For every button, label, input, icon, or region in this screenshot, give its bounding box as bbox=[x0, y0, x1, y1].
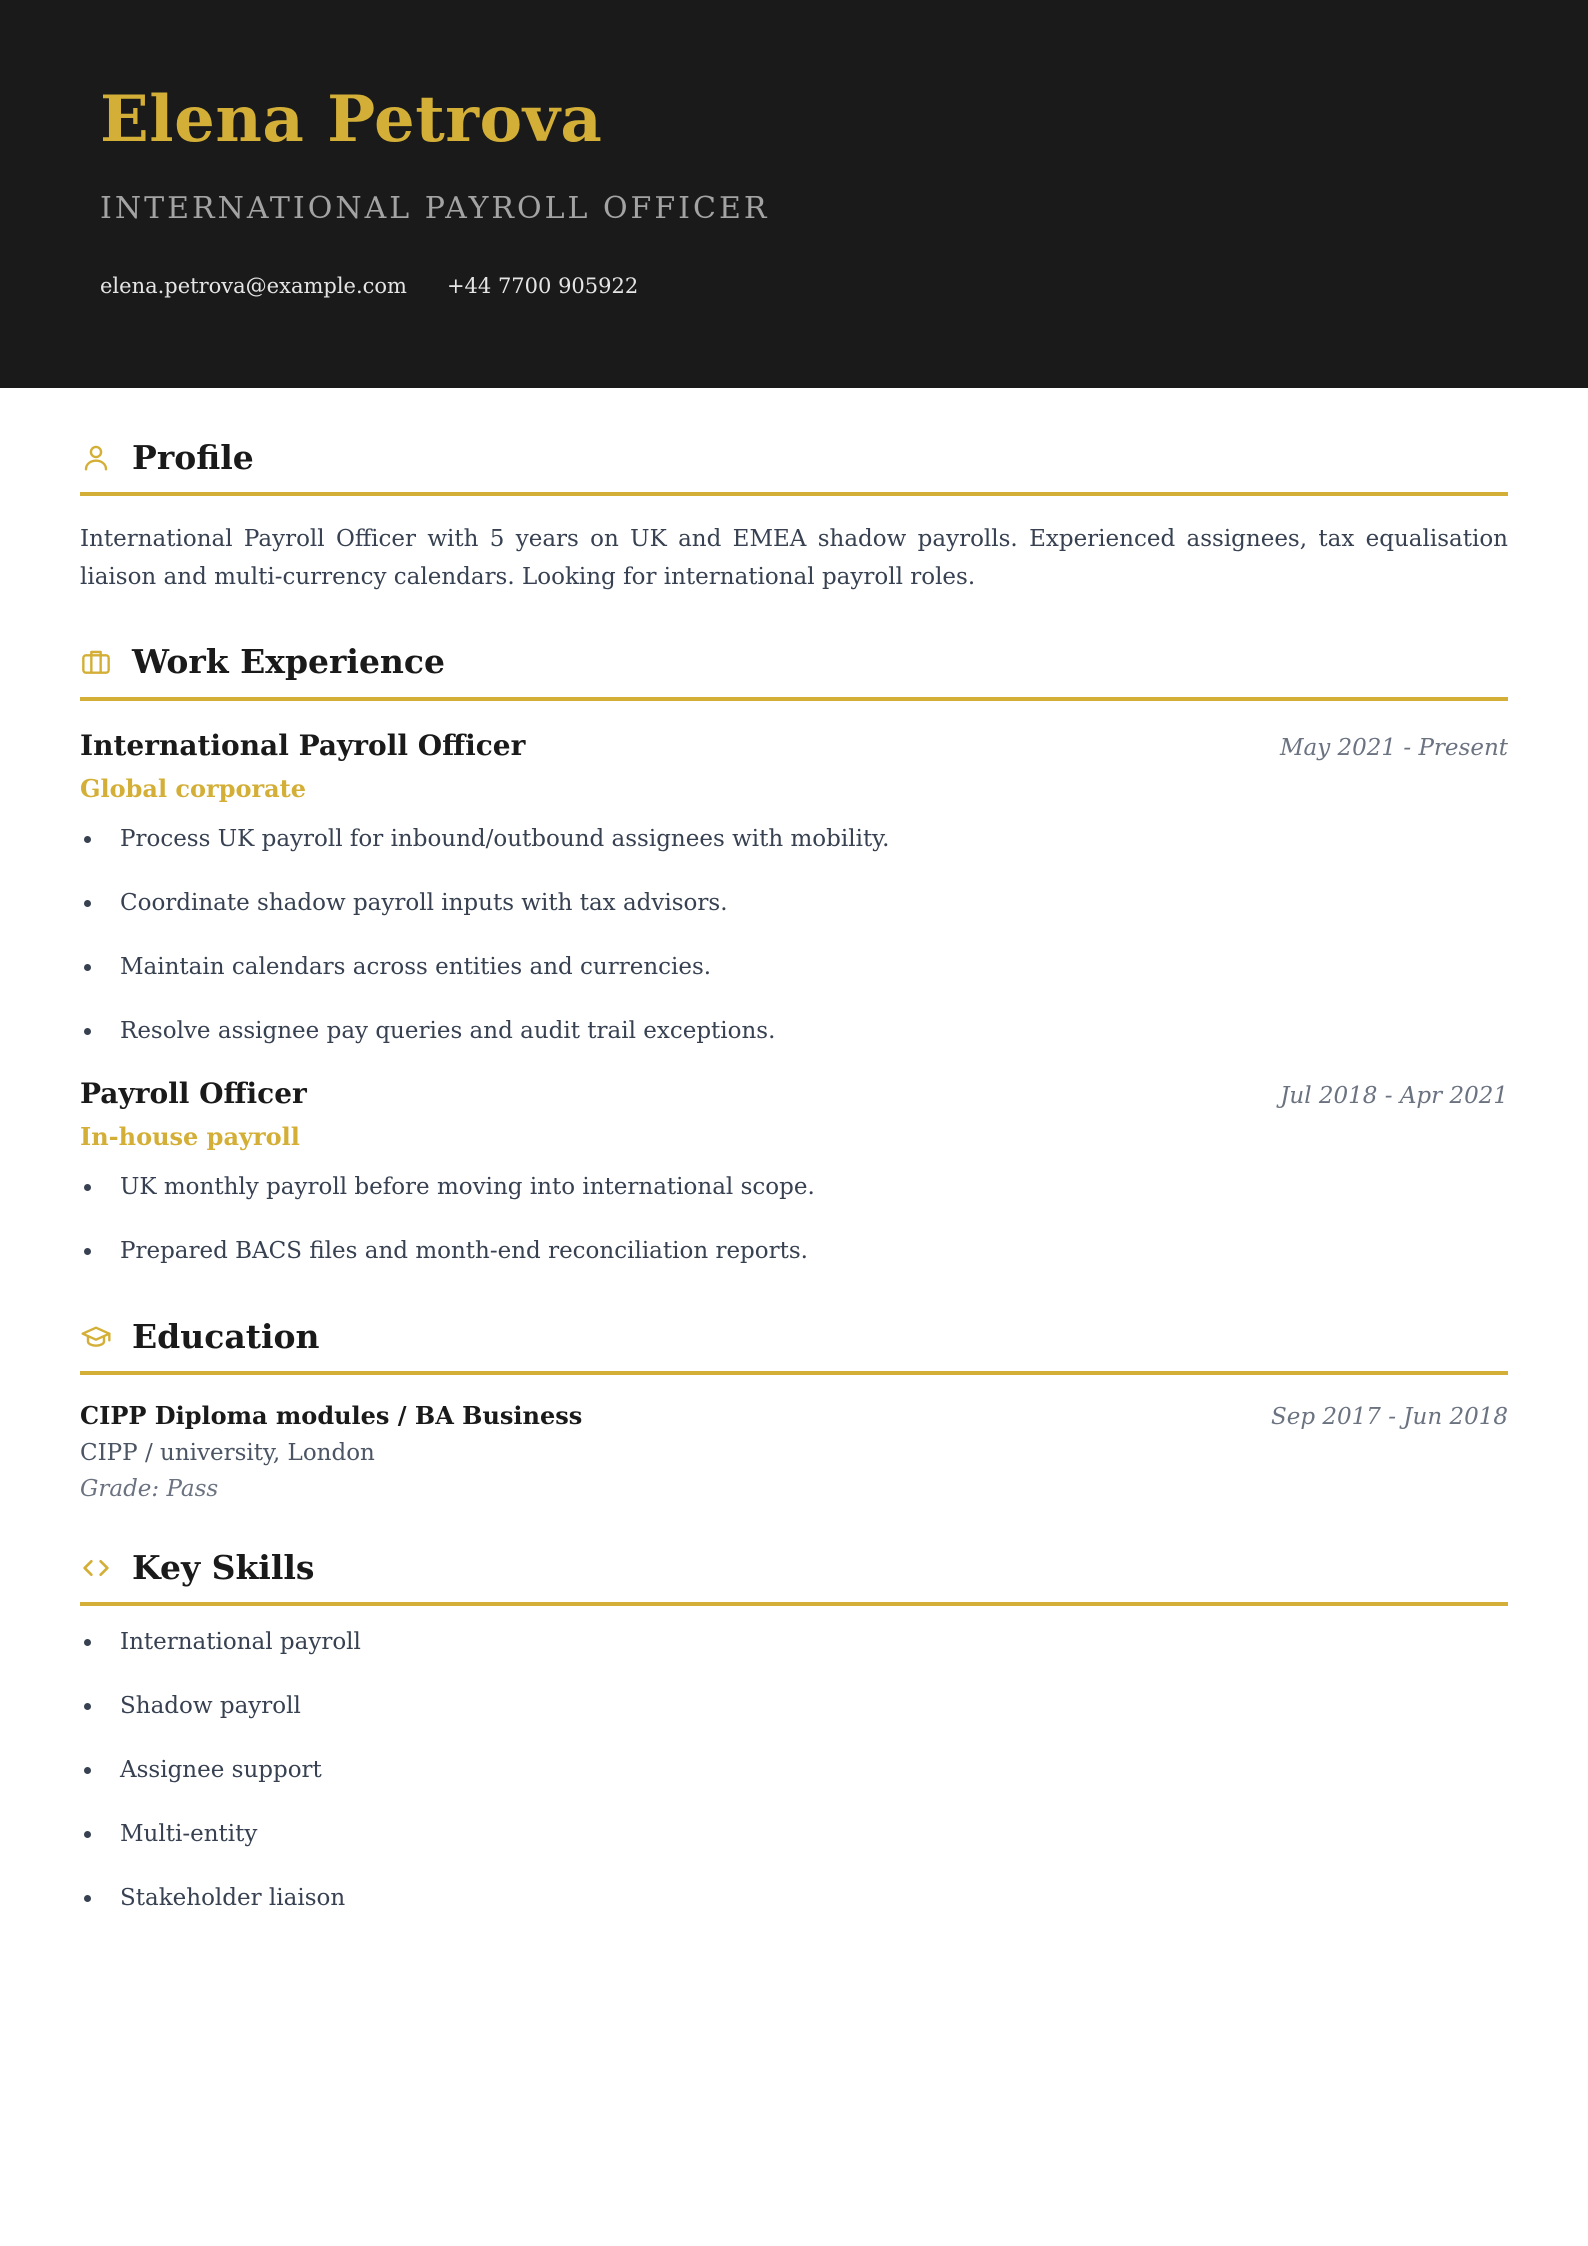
resume-header bbox=[0, 0, 1588, 388]
job-entry bbox=[80, 1077, 1508, 1271]
contact-info bbox=[100, 276, 1488, 297]
list-item: Prepared BACS files and month-end reconciliation reports. bbox=[80, 1231, 1508, 1271]
skills-section bbox=[80, 1547, 1508, 1918]
job-title: International Payroll Officer bbox=[80, 728, 526, 762]
experience-section bbox=[80, 644, 1508, 1270]
graduation-cap-icon bbox=[80, 1321, 112, 1353]
section-header bbox=[80, 1316, 1508, 1375]
section-title: Key Skills bbox=[132, 1547, 315, 1587]
job-title: Payroll Officer bbox=[80, 1076, 307, 1110]
institution-name: CIPP / university, London bbox=[80, 1439, 375, 1466]
section-title: Profile bbox=[132, 438, 254, 477]
list-item: UK monthly payroll before moving into international scope. bbox=[80, 1167, 1508, 1207]
degree-name: CIPP Diploma modules / BA Business bbox=[80, 1400, 583, 1430]
resume-body bbox=[0, 388, 1588, 1918]
candidate-name: Elena Petrova bbox=[100, 82, 603, 157]
list-item: Resolve assignee pay queries and audit trail exceptions. bbox=[80, 1011, 1508, 1051]
job-bullets bbox=[80, 819, 1508, 1051]
education-grade: Grade: Pass bbox=[80, 1475, 219, 1502]
skills-list bbox=[80, 1622, 1508, 1918]
code-icon bbox=[80, 1552, 112, 1584]
list-item: Maintain calendars across entities and currencies. bbox=[80, 947, 1508, 987]
user-icon bbox=[80, 442, 112, 474]
job-title-heading: INTERNATIONAL PAYROLL OFFICER bbox=[100, 191, 770, 226]
list-item: International payroll bbox=[80, 1622, 1508, 1662]
company-name: In-house payroll bbox=[80, 1121, 300, 1151]
list-item: Assignee support bbox=[80, 1750, 1508, 1790]
section-header bbox=[80, 440, 1508, 496]
list-item: Shadow payroll bbox=[80, 1686, 1508, 1726]
profile-section bbox=[80, 440, 1508, 596]
job-dates: Jul 2018 - Apr 2021 bbox=[1280, 1082, 1508, 1109]
job-entry bbox=[80, 729, 1508, 1051]
briefcase-icon bbox=[80, 646, 112, 678]
list-item: Coordinate shadow payroll inputs with tax advisors. bbox=[80, 883, 1508, 923]
section-title: Work Experience bbox=[132, 642, 446, 682]
education-section bbox=[80, 1316, 1508, 1502]
email-link[interactable]: elena.petrova@example.com bbox=[100, 274, 407, 298]
job-bullets bbox=[80, 1167, 1508, 1271]
section-header bbox=[80, 644, 1508, 700]
section-header bbox=[80, 1547, 1508, 1606]
section-title: Education bbox=[132, 1316, 320, 1356]
profile-summary: International Payroll Officer with 5 years on UK and EMEA shadow payrolls. Experienced assignees, tax equalisation liaison and multi-currency calendars. Looking for international payroll roles. bbox=[80, 526, 1508, 591]
list-item: Multi-entity bbox=[80, 1814, 1508, 1854]
list-item: Stakeholder liaison bbox=[80, 1878, 1508, 1918]
company-name: Global corporate bbox=[80, 773, 307, 803]
education-entry bbox=[80, 1401, 1508, 1502]
job-dates: May 2021 - Present bbox=[1279, 734, 1508, 761]
phone-number[interactable]: +44 7700 905922 bbox=[446, 274, 639, 298]
list-item: Process UK payroll for inbound/outbound assignees with mobility. bbox=[80, 819, 1508, 859]
education-dates: Sep 2017 - Jun 2018 bbox=[1270, 1403, 1508, 1430]
